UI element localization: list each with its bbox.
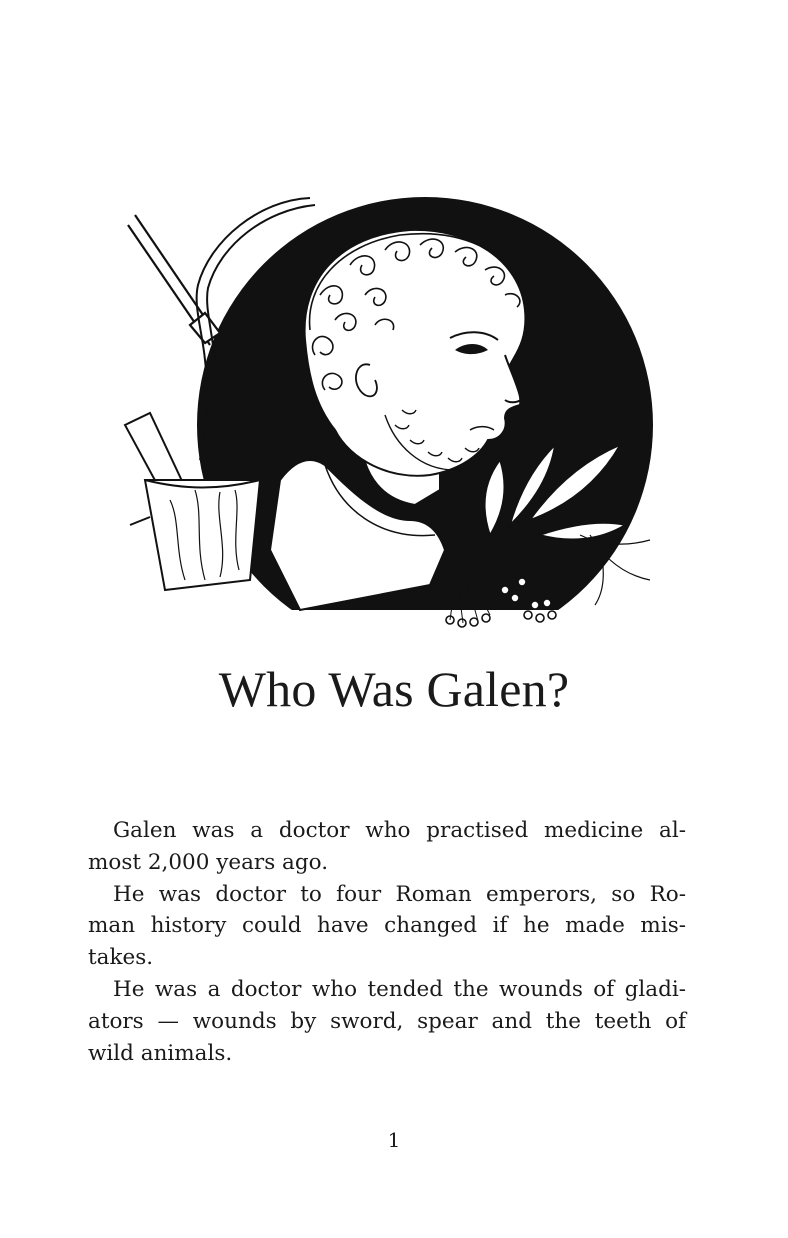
text-line: wild animals. [88,1040,233,1066]
page-number: 1 [387,1128,401,1152]
paragraph [88,974,686,1069]
text-line: man history could have changed if he made mis- [88,913,686,939]
text-line: Galen was a doctor who practised medicine al- [113,818,686,843]
text-line: ators — wounds by sword, spear and the teeth of [88,1008,686,1034]
text-line: takes. [88,945,154,971]
text-line: He was doctor to four Roman emperors, so Ro- [113,881,686,907]
page-title: Who Was Galen? [218,661,570,717]
paragraph [88,879,686,974]
paragraph [88,815,686,879]
text-line: He was a doctor who tended the wounds of gladi- [113,976,686,1002]
text-line: most 2,000 years ago. [88,849,329,875]
galen-portrait-illustration [110,190,670,640]
body-text [88,815,686,1069]
